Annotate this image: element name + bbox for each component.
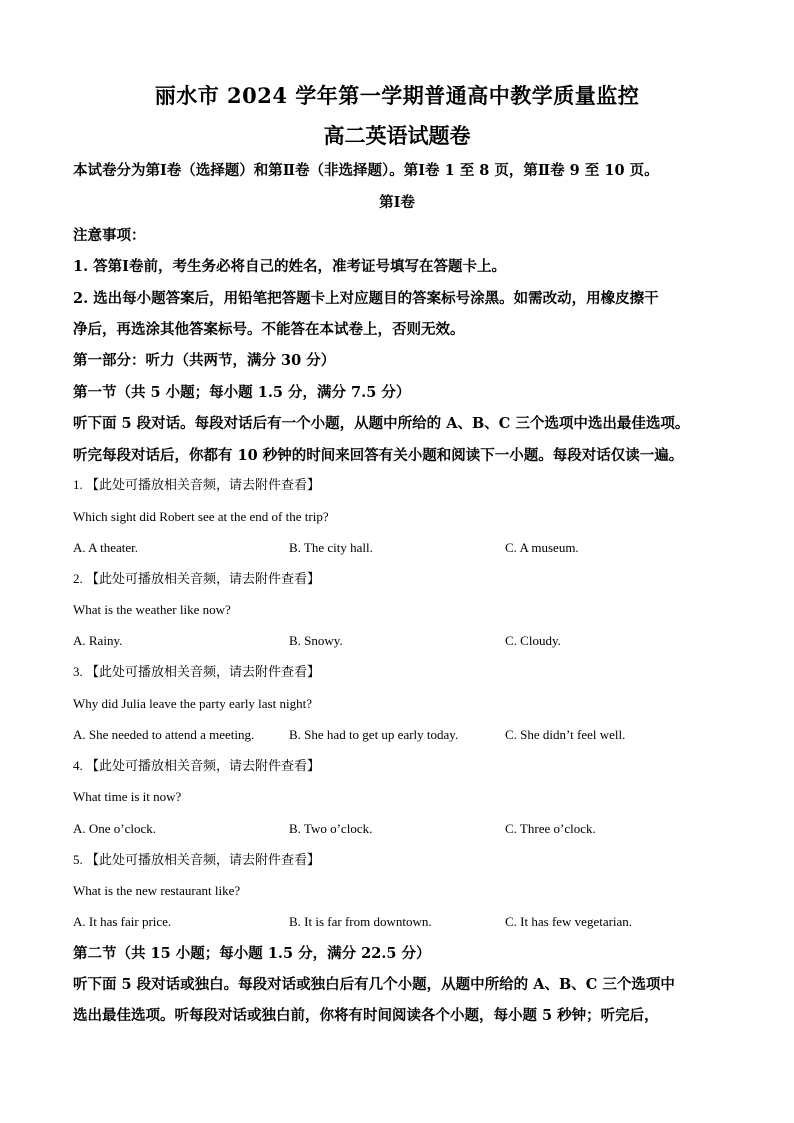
q4-audio-placeholder[interactable]: 4. 【此处可播放相关音频，请去附件查看】: [73, 758, 321, 773]
q1-question: Which sight did Robert see at the end of the trip?: [73, 509, 329, 524]
note-item-1: 1. 答第Ⅰ卷前，考生务必将自己的姓名，准考证号填写在答题卡上。: [73, 258, 506, 275]
q5-question: What is the new restaurant like?: [73, 883, 241, 898]
q1-option-b: B. The city hall.: [289, 540, 373, 555]
section1-heading: 第一节（共 5 小题；每小题 1.5 分，满分 7.5 分）: [73, 384, 411, 401]
q2-question: What is the weather like now?: [73, 602, 231, 617]
q1-option-c: C. A museum.: [505, 540, 579, 555]
q4-question: What time is it now?: [73, 789, 182, 804]
q2-option-c: C. Cloudy.: [505, 633, 561, 648]
note-item-2-line-1: 2. 选出每小题答案后，用铅笔把答题卡上对应题目的答案标号涂黑。如需改动，用橡皮擦干: [73, 290, 659, 307]
notes-heading: 注意事项：: [73, 227, 146, 244]
q3-option-a: A. She needed to attend a meeting.: [73, 727, 255, 742]
intro-text: 本试卷分为第Ⅰ卷（选择题）和第Ⅱ卷（非选择题）。第Ⅰ卷 1 至 8 页，第Ⅱ卷 9 至 10 页。: [73, 162, 659, 179]
q5-option-a: A. It has fair price.: [73, 914, 172, 929]
q5-option-c: C. It has few vegetarian.: [505, 914, 633, 929]
section2-heading: 第二节（共 15 小题；每小题 1.5 分，满分 22.5 分）: [73, 945, 431, 962]
q3-audio-placeholder[interactable]: 3. 【此处可播放相关音频，请去附件查看】: [73, 664, 321, 679]
q5-audio-placeholder[interactable]: 5. 【此处可播放相关音频，请去附件查看】: [73, 852, 321, 867]
q2-option-a: A. Rainy.: [73, 633, 123, 648]
q2-option-b: B. Snowy.: [289, 633, 343, 648]
q3-option-c: C. She didn’t feel well.: [505, 727, 626, 742]
q4-option-c: C. Three o’clock.: [505, 821, 596, 836]
exam-title: 丽水市 2024 学年第一学期普通高中教学质量监控: [154, 83, 640, 108]
q1-audio-placeholder[interactable]: 1. 【此处可播放相关音频，请去附件查看】: [73, 477, 321, 492]
part1-heading: 第一部分：听力（共两节，满分 30 分）: [73, 352, 336, 369]
q2-audio-placeholder[interactable]: 2. 【此处可播放相关音频，请去附件查看】: [73, 571, 321, 586]
section2-instructions-line-2: 选出最佳选项。听每段对话或独白前，你将有时间阅读各个小题，每小题 5 秒钟；听完后，: [73, 1007, 659, 1024]
q4-option-a: A. One o’clock.: [73, 821, 157, 836]
section2-instructions-line-1: 听下面 5 段对话或独白。每段对话或独白后有几个小题，从题中所给的 A、B、C 三个选项中: [73, 976, 675, 993]
q3-option-b: B. She had to get up early today.: [289, 727, 459, 742]
note-item-2-line-2: 净后，再选涂其他答案标号。不能答在本试卷上，否则无效。: [73, 321, 465, 338]
volume-title: 第Ⅰ卷: [379, 194, 415, 211]
q3-question: Why did Julia leave the party early last night?: [73, 696, 312, 711]
section1-instructions-line-2: 听完每段对话后，你都有 10 秒钟的时间来回答有关小题和阅读下一小题。每段对话仅读一遍。: [73, 447, 684, 464]
exam-subtitle: 高二英语试题卷: [323, 123, 471, 148]
q1-option-a: A. A theater.: [73, 540, 138, 555]
q4-option-b: B. Two o’clock.: [289, 821, 373, 836]
section1-instructions-line-1: 听下面 5 段对话。每段对话后有一个小题，从题中所给的 A、B、C 三个选项中选出最佳选项。: [73, 415, 690, 432]
q5-option-b: B. It is far from downtown.: [289, 914, 432, 929]
